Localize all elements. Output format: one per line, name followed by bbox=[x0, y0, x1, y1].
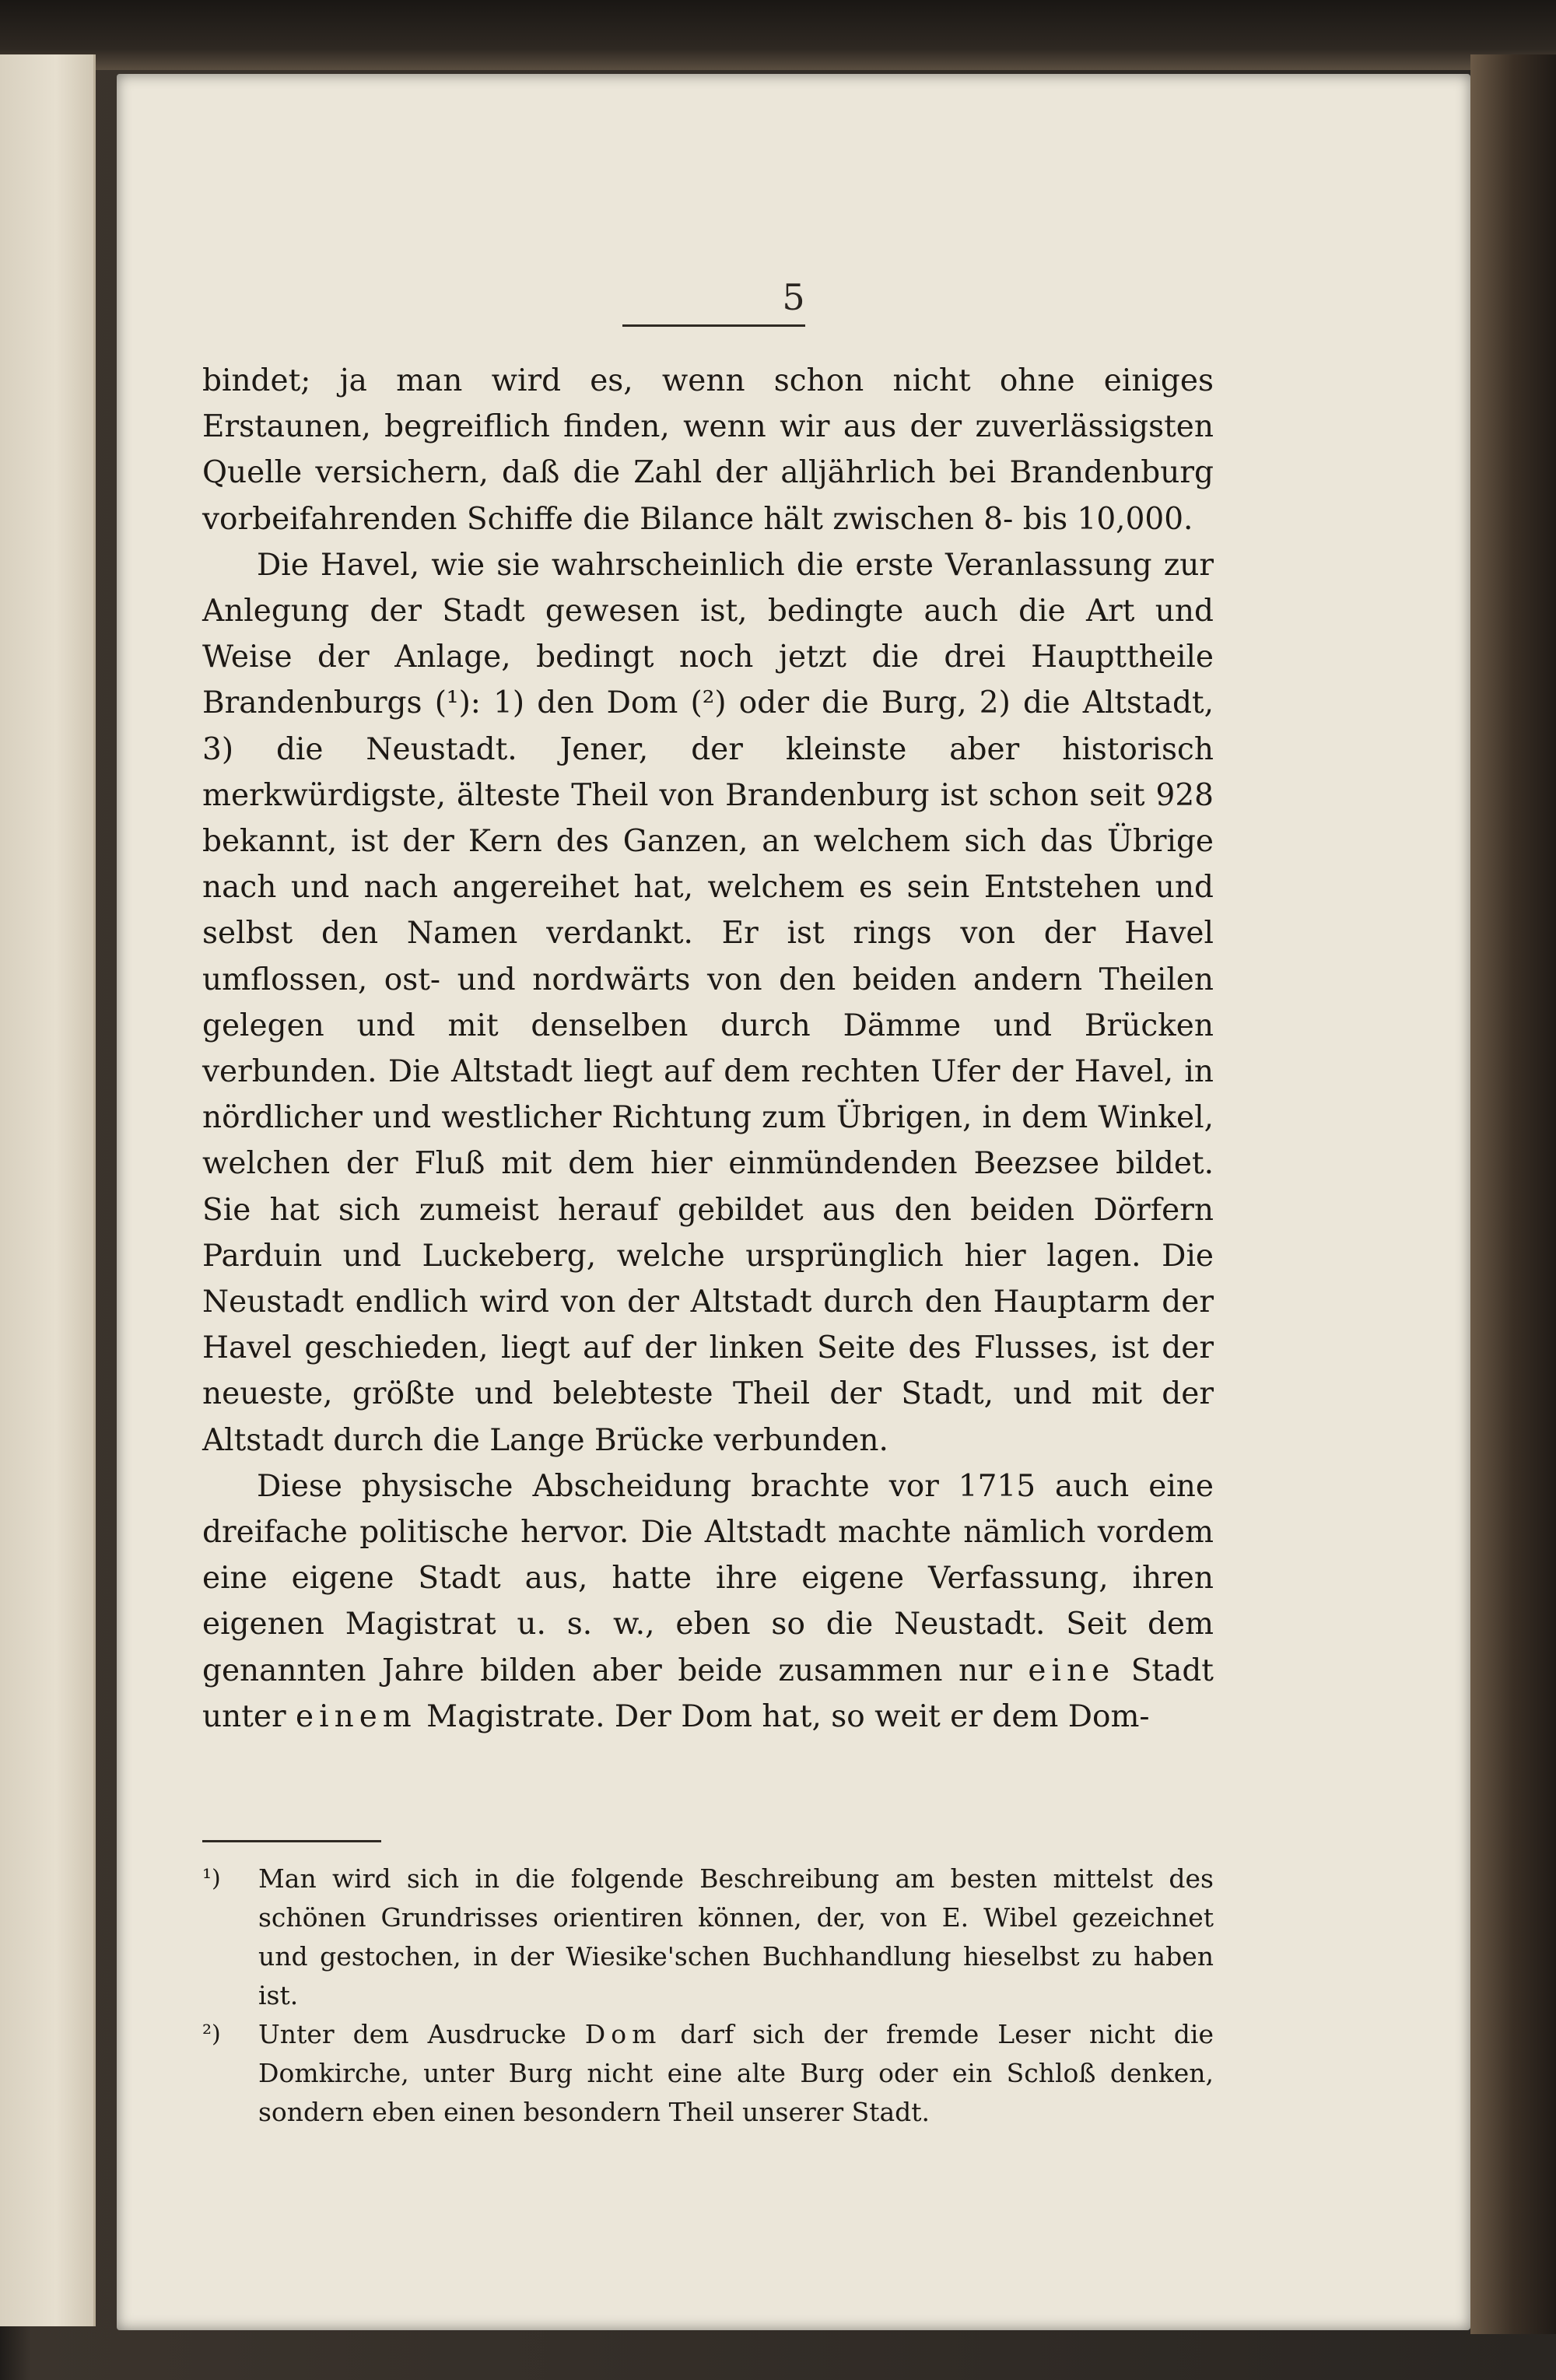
paragraph-3-part-b: Stadt unter bbox=[202, 1653, 1214, 1734]
footnote-2-part-a: Unter dem Ausdrucke bbox=[258, 2019, 585, 2049]
footnote-1-text: Man wird sich in die folgende Beschreibung am besten mittelst des schönen Grundrisses orientiren können, der, von E. Wibel gezeichnet und gestochen, in der Wiesike'schen Buchhandlung hieselbst zu haben ist. bbox=[258, 1863, 1214, 2010]
book-cover-edge-right bbox=[1470, 54, 1556, 2334]
body-text bbox=[202, 358, 1214, 1740]
paragraph-3-part-c: Magistrate. Der Dom hat, so weit er dem Dom- bbox=[416, 1698, 1150, 1734]
page-sheet bbox=[117, 74, 1470, 2330]
footnote-2-mark: ²) bbox=[202, 2021, 221, 2048]
footnotes bbox=[202, 1859, 1214, 2132]
footnote-2 bbox=[202, 2015, 1214, 2132]
book-binding-top bbox=[0, 0, 1556, 70]
emphasis-eine: eine bbox=[1028, 1653, 1116, 1688]
paragraph-2: Die Havel, wie sie wahrscheinlich die erste Veranlassung zur Anlegung der Stadt gewesen ist, bedingte auch die Art und Weise der Anlage, bedingt noch jetzt die drei Haupttheile Brandenburgs (¹): 1) den Dom (²) oder die Burg, 2) die Altstadt, 3) die Neustadt. Jener, der kleinste aber historisch merkwürdigste, älteste Theil von Brandenburg ist schon seit 928 bekannt, ist der Kern des Ganzen, an welchem sich das Übrige nach und nach angereihet hat, welchem es sein Entstehen und selbst den Namen verdankt. Er ist rings von der Havel umflossen, ost- und nordwärts von den beiden andern Theilen gelegen und mit denselben durch Dämme und Brücken verbunden. Die Altstadt liegt auf dem rechten Ufer der Havel, in nördlicher und westlicher Richtung zum Übrigen, in dem Winkel, welchen der Fluß mit dem hier einmündenden Beezsee bildet. Sie hat sich zumeist herauf gebildet aus den beiden Dörfern Parduin und Luckeberg, welche ursprünglich hier lagen. Die Neustadt endlich wird von der Altstadt durch den Hauptarm der Havel geschieden, liegt auf der linken Seite des Flusses, ist der neueste, größte und belebteste Theil der Stadt, und mit der Altstadt durch die Lange Brücke verbunden. bbox=[202, 547, 1214, 1458]
paragraph-3-part-a: Diese physische Abscheidung brachte vor 1715 auch eine dreifache politische hervor. Die Altstadt machte nämlich vordem eine eigene Stadt aus, hatte ihre eigene Verfassung, ihren eigenen Magistrat u. s. w., eben so die Neustadt. Seit dem genannten Jahre bilden aber beide zusammen nur bbox=[202, 1468, 1214, 1688]
footnote-1-mark: ¹) bbox=[202, 1865, 221, 1892]
book-page-edge-left bbox=[0, 54, 96, 2326]
emphasis-einem: einem bbox=[296, 1698, 417, 1734]
page-number-rule bbox=[622, 324, 805, 327]
footnote-1 bbox=[202, 1859, 1214, 2015]
emphasis-dom: Dom bbox=[584, 2019, 662, 2049]
footnote-2-part-b: darf sich der fremde Leser nicht die Domkirche, unter Burg nicht eine alte Burg oder ein Schloß denken, sondern eben einen besondern Theil unserer Stadt. bbox=[258, 2019, 1214, 2127]
paragraph-3 bbox=[202, 1463, 1214, 1740]
page-number: 5 bbox=[782, 276, 805, 318]
footnote-rule bbox=[202, 1840, 381, 1842]
paragraph-1: bindet; ja man wird es, wenn schon nicht ohne einiges Erstaunen, begreiflich finden, wenn wir aus der zuverlässigsten Quelle versichern, daß die Zahl der alljährlich bei Brandenburg vorbeifahrenden Schiffe die Bilance hält zwischen 8- bis 10,000. bbox=[202, 363, 1214, 537]
